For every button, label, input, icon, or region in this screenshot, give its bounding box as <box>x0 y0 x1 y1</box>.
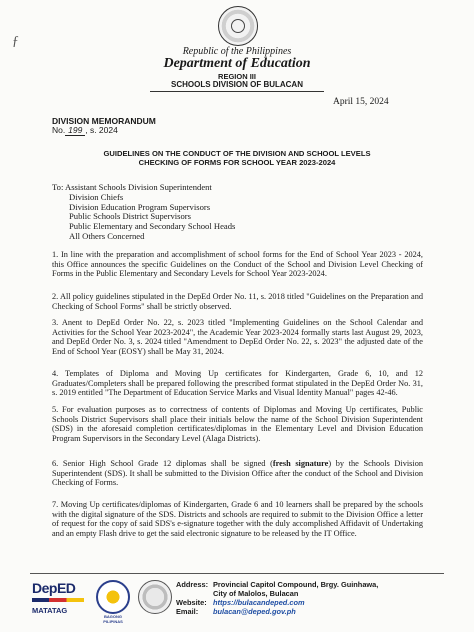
division-seal-icon <box>138 580 172 614</box>
paragraph-7: 7. Moving Up certificates/diplomas of Kindergarten, Grade 6 and 10 learners shall be prepared by the schools with the digital signature of the SDS. Districts and schools are required to submit to the Division Office a letter of request for the copy of said SDS's e-signature together with the duly accomplished Affidavit of Undertaking and an empty Flash drive to get the said electronic signature to be released by the IT Office. <box>52 500 423 538</box>
memo-subject <box>52 149 422 167</box>
paragraph-6-end: ) by the Schools Division Superintendent (SDS). It shall be submitted to the Division Office after the conduct of the School and Division Checking of Forms. <box>52 459 423 488</box>
bagong-pilipinas-text: BAGONG PILIPINAS <box>103 614 123 624</box>
recipient-first: To: Assistant Schools Division Superintendent <box>52 182 212 192</box>
email-row <box>176 607 378 616</box>
paragraph-4: 4. Templates of Diploma and Moving Up certificates for Kindergarten, Grade 6, 10, and 12 Graduates/Completers shall be prepared following the prescribed format stipulated in the DepEd Order No. 31, s. 2019 entitled "The Department of Education Service Marks and Visual Identity Manual" pages 42-46. <box>52 369 423 398</box>
footer-divider <box>30 573 444 574</box>
deped-matatag-logo <box>32 580 84 615</box>
address-line1: Provincial Capitol Compound, Brgy. Guinhawa, <box>213 580 379 589</box>
bagong-pilipinas-logo <box>94 580 132 624</box>
address-label: Address: <box>176 580 209 589</box>
header-divider <box>150 91 324 92</box>
address-row-2 <box>176 589 378 598</box>
paragraph-2: 2. All policy guidelines stipulated in the DepEd Order No. 11, s. 2018 titled "Guidelines on the Preparation and Checking of School Forms" shall be strictly observed. <box>52 292 423 311</box>
paragraph-1: 1. In line with the preparation and accomplishment of school forms for the End of School Year 2023 - 2024, this Office announces the specific Guidelines on the Conduct of the School and Division Level Checking of Forms in the Public Elementary and Secondary Levels for School Year 2023-2024. <box>52 250 423 279</box>
flag-ribbon-icon <box>32 598 84 602</box>
address-row <box>176 580 378 589</box>
address-line2: City of Malolos, Bulacan <box>213 589 299 598</box>
paragraph-5: 5. For evaluation purposes as to correctness of contents of Diplomas and Moving Up certificates, Public Schools District Supervisors shall place their initials below the name of the School Division Superintendent (SDS) in the aforesaid completion certificates/diplomas in the Elementary Level and Division Education Program Supervisors in the Secondary Level (Alaga Districts). <box>52 405 423 443</box>
bagong-pilipinas-icon <box>96 580 130 614</box>
recipient-item: Public Schools District Supervisors <box>69 211 191 222</box>
website-link[interactable]: https://bulacandeped.com <box>213 598 305 607</box>
recipient-item: Division Education Program Supervisors <box>69 201 211 212</box>
memo-number-value: 199 <box>65 125 85 136</box>
department-name: Department of Education <box>163 56 311 71</box>
recipient-item: All Others Concerned <box>69 230 145 241</box>
memo-title: DIVISION MEMORANDUM <box>52 116 156 126</box>
email-link[interactable]: bulacan@deped.gov.ph <box>213 607 296 616</box>
memo-date: April 15, 2024 <box>333 97 389 107</box>
deped-logo-text: DepED <box>32 580 76 596</box>
memo-number <box>52 125 118 136</box>
memo-subject-line1: GUIDELINES ON THE CONDUCT OF THE DIVISION AND SCHOOL LEVELS <box>103 149 371 158</box>
recipient-item: Public Elementary and Secondary School Heads <box>69 221 236 232</box>
paragraph-3: 3. Anent to DepEd Order No. 22, s. 2023 titled "Implementing Guidelines on the School Calendar and Activities for the School Year 2023-2024", the Academic Year 2023-2024 formally starts last August 29, 2023, and DepEd Order No. 3, s. 2024 titled "Amendment to DepEd Order No. 22, s. 2023" the adjusted date of the End of School Year (EOSY) shall be May 31, 2024. <box>52 318 423 356</box>
region-line: REGION III <box>218 72 256 81</box>
schools-division-line: SCHOOLS DIVISION OF BULACAN <box>170 80 303 89</box>
memo-number-prefix: No. <box>52 125 66 135</box>
website-row <box>176 598 378 607</box>
recipients-block <box>52 183 235 242</box>
matatag-text: MATATAG <box>32 606 68 615</box>
paragraph-6 <box>52 459 423 488</box>
republic-line: Republic of the Philippines <box>182 46 292 57</box>
handwritten-mark: ƒ <box>12 34 19 49</box>
paragraph-6-emphasis: fresh signature <box>272 459 329 468</box>
deped-seal-icon <box>218 6 258 46</box>
email-label: Email: <box>176 607 199 616</box>
memo-number-suffix: , s. 2024 <box>85 125 118 135</box>
paragraph-6-start: 6. Senior High School Grade 12 diplomas shall be signed ( <box>52 459 273 468</box>
website-label: Website: <box>176 598 207 607</box>
memo-subject-line2: CHECKING OF FORMS FOR SCHOOL YEAR 2023-2024 <box>138 158 336 167</box>
recipient-item: Division Chiefs <box>69 191 124 202</box>
contact-block <box>176 580 378 616</box>
